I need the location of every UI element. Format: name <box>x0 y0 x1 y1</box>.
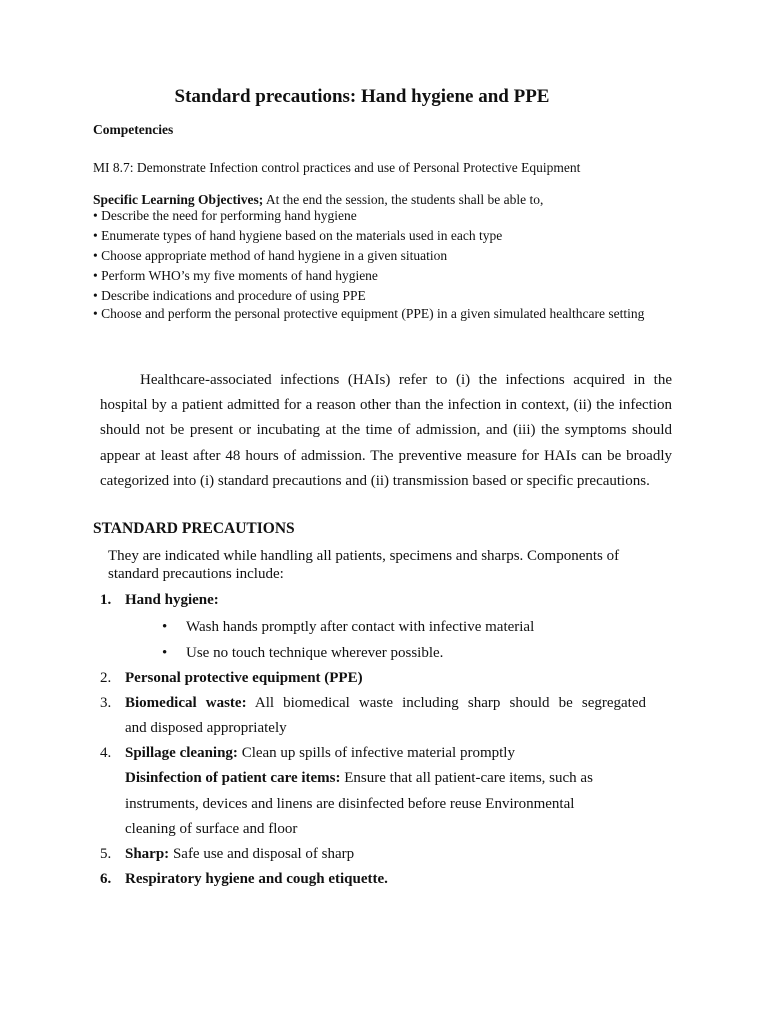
objective-item: • Perform WHO’s my five moments of hand hygiene <box>93 268 378 283</box>
list-label: Personal protective equipment (PPE) <box>125 670 363 686</box>
list-text: instruments, devices and linens are disinfected before reuse Environmental <box>125 796 575 812</box>
list-number: 1. <box>100 592 112 608</box>
list-number: 5. <box>100 846 112 862</box>
list-text: All biomedical waste including sharp should be segregated <box>246 695 646 711</box>
bullet-text: Wash hands promptly after contact with infective material <box>186 619 535 635</box>
list-text: and disposed appropriately <box>125 720 287 736</box>
bullet-glyph: • <box>162 619 168 635</box>
bullet-text: Use no touch technique wherever possible. <box>186 645 444 661</box>
list-label: Respiratory hygiene and cough etiquette. <box>125 871 388 887</box>
list-label: Biomedical waste: <box>125 695 247 711</box>
learning-objectives <box>93 190 693 322</box>
list-number: 6. <box>100 871 112 887</box>
objective-item: • Describe indications and procedure of using PPE <box>93 288 366 303</box>
list-label: Spillage cleaning: <box>125 745 238 761</box>
competencies-heading: Competencies <box>93 122 174 137</box>
list-number: 3. <box>100 695 112 711</box>
list-number: 4. <box>100 745 112 761</box>
hai-paragraph-text: Healthcare-associated infections (HAIs) refer to (i) the infections acquired in the hospital by a patient admitted for a reason other than the infection in context, (ii) the infection should not be present or incubating at the time of admission, and (iii) the symptoms should appear at least after 48 hours of admission. The preventive measure for HAIs can be broadly categorized into (i) standard precautions and (ii) transmission based or specific precautions. <box>100 372 672 489</box>
list-number: 2. <box>100 670 112 686</box>
list-text: cleaning of surface and floor <box>125 821 298 837</box>
list-label: Hand hygiene: <box>125 592 219 608</box>
bullet-glyph: • <box>162 645 168 661</box>
list-text: Safe use and disposal of sharp <box>169 846 355 862</box>
page-title: Standard precautions: Hand hygiene and PPE <box>174 86 550 107</box>
objective-item: • Choose and perform the personal protective equipment (PPE) in a given simulated healthcare setting <box>93 306 645 321</box>
list-label: Disinfection of patient care items: <box>125 770 341 786</box>
list-text: Ensure that all patient-care items, such as <box>340 770 593 786</box>
objective-item: • Describe the need for performing hand hygiene <box>93 208 357 223</box>
objective-item: • Choose appropriate method of hand hygiene in a given situation <box>93 248 448 263</box>
competency-text: MI 8.7: Demonstrate Infection control practices and use of Personal Protective Equipment <box>93 160 581 175</box>
list-text: Clean up spills of infective material promptly <box>237 745 515 761</box>
objective-item: • Enumerate types of hand hygiene based on the materials used in each type <box>93 228 503 243</box>
objectives-intro: At the end the session, the students shall be able to, <box>263 192 544 207</box>
section-intro: They are indicated while handling all patients, specimens and sharps. Components of standard precautions include: <box>108 548 620 582</box>
section-heading: STANDARD PRECAUTIONS <box>93 520 295 537</box>
hai-paragraph <box>100 368 672 494</box>
list-label: Sharp: <box>125 846 170 862</box>
objectives-label: Specific Learning Objectives; <box>93 192 264 207</box>
